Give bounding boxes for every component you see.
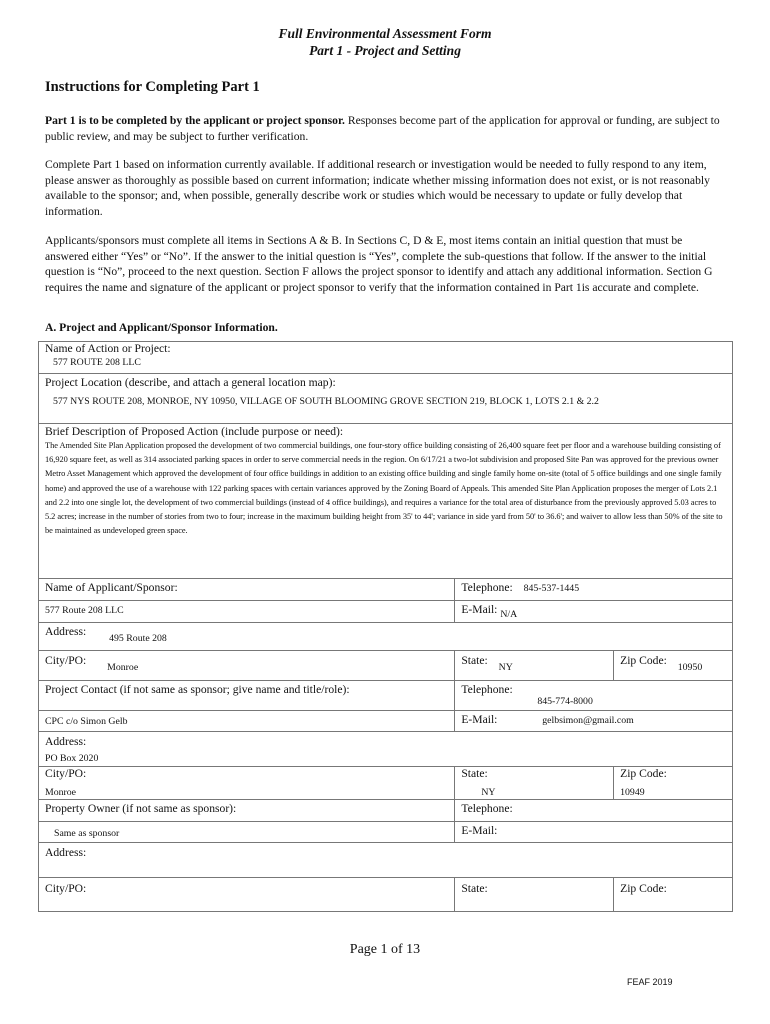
contact-city-label: City/PO:: [45, 767, 87, 780]
contact-phone-field[interactable]: 845-774-8000: [537, 696, 593, 707]
applicant-city-cell: [39, 651, 455, 681]
owner-phone-cell: [455, 800, 733, 822]
project-location-field[interactable]: 577 NYS ROUTE 208, MONROE, NY 10950, VILLAGE OF SOUTH BLOOMING GROVE SECTION 219, BLOCK 1, LOTS 2.1 & 2.2: [53, 396, 599, 407]
owner-phone-label: Telephone:: [461, 802, 513, 815]
contact-phone-cell: [455, 681, 733, 711]
instructions-p1-rest: Responses become part of the application for approval or funding, are subject to public review, and may be subject to further verification.: [45, 114, 720, 143]
owner-email-cell: [455, 822, 733, 843]
page-number: Page 1 of 13: [349, 942, 421, 957]
applicant-zip-cell: [614, 651, 733, 681]
contact-phone-label: Telephone:: [461, 683, 513, 696]
contact-state-cell: [455, 767, 614, 800]
applicant-city-field[interactable]: Monroe: [107, 662, 139, 673]
brief-description-label: Brief Description of Proposed Action (include purpose or need):: [45, 425, 344, 438]
owner-email-label: E-Mail:: [461, 824, 498, 837]
project-name-label: Name of Action or Project:: [45, 342, 171, 355]
section-a-heading: A. Project and Applicant/Sponsor Information.: [45, 321, 278, 334]
applicant-phone-cell: [455, 579, 733, 601]
applicant-state-field[interactable]: NY: [498, 662, 513, 673]
contact-email-label: E-Mail:: [461, 713, 498, 726]
project-location-cell: [39, 374, 733, 424]
brief-description-field[interactable]: The Amended Site Plan Application proposed the development of two commercial buildings, one four-story office building consisting of 26,400 square feet per floor and a warehouse building consisting of 16,920 square feet, as well as 314 associated parking spaces in order to serve commercial needs in the region. On 6/17/21 a two-lot subdivision and proposed Site Pan was approved for the previous owner Metro Asset Management which approved the development of four office buildings in addition to an existing office building and single family home on-site (total of 5 office buildings and one single family home) and approved the use of a warehouse with 122 parking spaces with certain variances approved by the Zoning Board of Appeals. This amended Site Plan Application proposes the merger of Lots 2.1 and 2.2 into one single lot, the development of two commercial buildings (instead of 4 office buildings), and requires a variance for the total area of disturbance from the previously approved 5.03 acres to 5.2 acres; increase in the number of stories from two to four; increase in the maximum building height from 35' to 44'; variance in side yard from 50' to 36.6'; and waiver to allow less than 50% of the site to be maintained as undeveloped green space.: [45, 441, 723, 536]
applicant-address-field[interactable]: 495 Route 208: [109, 633, 167, 644]
project-location-label: Project Location (describe, and attach a general location map):: [45, 376, 336, 389]
contact-zip-label: Zip Code:: [620, 767, 667, 780]
applicant-phone-label: Telephone:: [461, 581, 513, 594]
owner-label-cell: [39, 800, 455, 822]
instructions-heading: Instructions for Completing Part 1: [45, 79, 260, 95]
applicant-address-cell: [39, 623, 733, 651]
owner-name-cell: [39, 822, 455, 843]
contact-name-cell: [39, 711, 455, 732]
project-name-field[interactable]: 577 ROUTE 208 LLC: [53, 357, 141, 368]
applicant-name-value-cell: [39, 601, 455, 623]
contact-name-field[interactable]: CPC c/o Simon Gelb: [45, 716, 128, 727]
contact-state-label: State:: [461, 767, 488, 780]
project-name-cell: [39, 342, 733, 374]
instructions-paragraph-1: [45, 113, 721, 144]
project-contact-label: Project Contact (if not same as sponsor; give name and title/role):: [45, 683, 350, 696]
applicant-phone-field[interactable]: 845-537-1445: [523, 583, 580, 594]
contact-city-cell: [39, 767, 455, 800]
applicant-name-label-cell: [39, 579, 455, 601]
owner-zip-label: Zip Code:: [620, 882, 667, 895]
owner-state-cell: [455, 878, 614, 912]
applicant-email-label: E-Mail:: [461, 603, 498, 616]
applicant-state-label: State:: [461, 654, 488, 667]
applicant-name-field[interactable]: 577 Route 208 LLC: [45, 605, 124, 616]
instructions-paragraph-3: Applicants/sponsors must complete all items in Sections A & B. In Sections C, D & E, most items contain an initial question that must be answered either “Yes” or “No”. If the answer to the initial question is “Yes”, complete the sub-questions that follow. If the answer to the initial question is “No”, proceed to the next question. Section F allows the project sponsor to identify and attach any additional information. Section G requires the name and signature of the applicant or project sponsor to verify that the information contained in Part 1is accurate and complete.: [45, 234, 713, 294]
instructions-p1-bold: Part 1 is to be completed by the applicant or project sponsor.: [45, 114, 345, 127]
contact-city-field[interactable]: Monroe: [45, 787, 77, 798]
applicant-email-field[interactable]: N/A: [500, 609, 518, 620]
contact-state-field[interactable]: NY: [481, 787, 496, 798]
applicant-zip-field[interactable]: 10950: [677, 662, 703, 673]
brief-description-cell: [39, 424, 733, 579]
property-owner-label: Property Owner (if not same as sponsor):: [45, 802, 237, 815]
owner-address-label: Address:: [45, 846, 87, 859]
contact-email-cell: [455, 711, 733, 732]
contact-address-cell: [39, 732, 733, 767]
contact-label-cell: [39, 681, 455, 711]
form-subtitle: Part 1 - Project and Setting: [309, 43, 461, 58]
contact-zip-cell: [614, 767, 733, 800]
form-identifier: FEAF 2019: [627, 977, 673, 987]
owner-address-cell: [39, 843, 733, 878]
contact-address-field[interactable]: PO Box 2020: [45, 753, 99, 764]
applicant-email-cell: [455, 601, 733, 623]
contact-zip-field[interactable]: 10949: [620, 787, 645, 798]
contact-email-field[interactable]: gelbsimon@gmail.com: [542, 715, 634, 726]
owner-city-cell: [39, 878, 455, 912]
applicant-zip-label: Zip Code:: [620, 654, 667, 667]
contact-address-label: Address:: [45, 735, 87, 748]
applicant-address-label: Address:: [45, 625, 87, 638]
owner-state-label: State:: [461, 882, 488, 895]
applicant-city-label: City/PO:: [45, 654, 87, 667]
owner-zip-cell: [614, 878, 733, 912]
project-information-table: [38, 341, 733, 912]
applicant-name-label: Name of Applicant/Sponsor:: [45, 581, 178, 594]
applicant-state-cell: [455, 651, 614, 681]
instructions-paragraph-2: Complete Part 1 based on information currently available. If additional research or investigation would be needed to fully respond to any item, please answer as thoroughly as possible based on current information; indicate whether missing information does not exist, or is not reasonably available to the sponsor; and, when possible, generally describe work or studies which would be necessary to update or fully develop that information.: [45, 158, 710, 218]
form-title: Full Environmental Assessment Form: [278, 26, 492, 41]
owner-name-field[interactable]: Same as sponsor: [54, 828, 120, 839]
owner-city-label: City/PO:: [45, 882, 87, 895]
